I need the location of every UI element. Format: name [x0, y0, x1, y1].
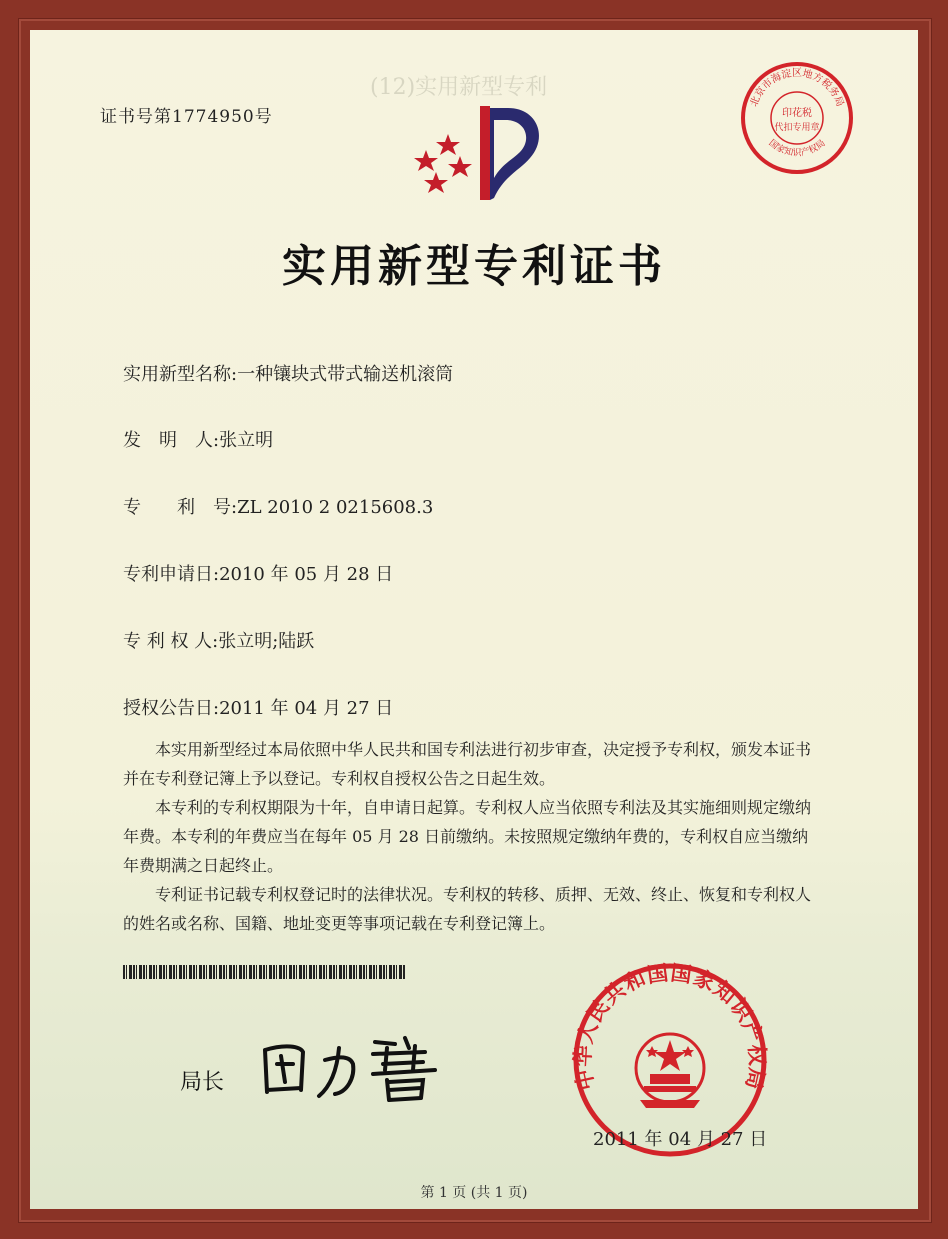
- director-signature: [255, 1030, 455, 1110]
- certificate-body: [123, 735, 823, 938]
- field-value: 2010 年 05 月 28 日: [219, 564, 394, 585]
- field-label: 实用新型名称:: [123, 364, 238, 385]
- svg-text:代扣专用章: 代扣专用章: [774, 123, 820, 133]
- svg-text:国家知识产权局: 国家知识产权局: [766, 138, 828, 159]
- barcode: [123, 965, 405, 979]
- patent-office-logo-icon: [408, 98, 548, 208]
- field-grant-date: [123, 694, 393, 720]
- field-application-date: [123, 560, 393, 586]
- field-label: 发 明 人:: [123, 430, 220, 451]
- field-value: ZL 2010 2 0215608.3: [237, 497, 434, 518]
- field-label: 专 利 权 人:: [123, 631, 219, 652]
- field-patent-number: [123, 493, 433, 519]
- page-footer: 第 1 页 (共 1 页): [420, 1185, 528, 1201]
- svg-text:北京市海淀区地方税务局: 北京市海淀区地方税务局: [748, 68, 846, 109]
- certificate-number: 证书号第1774950号: [100, 107, 273, 127]
- certificate-title: 实用新型专利证书: [282, 241, 666, 292]
- paragraph-term: 本专利的专利权期限为十年，自申请日起算。专利权人应当依照专利法及其实施细则规定缴纳年费。本专利的年费应当在每年 05 月 28 日前缴纳。未按照规定缴纳年费的，专利权自应当缴纳年费期满之日起终止。: [123, 798, 812, 875]
- tax-stamp-seal: [737, 58, 857, 178]
- field-inventor: [123, 426, 273, 452]
- director-label: 局长: [180, 1070, 225, 1095]
- svg-text:印花税: 印花税: [782, 108, 812, 119]
- field-label: 专利申请日:: [123, 564, 220, 585]
- field-value: 张立明: [219, 430, 274, 451]
- issue-date: 2011 年 04 月 27 日: [593, 1129, 768, 1150]
- paragraph-grant: 本实用新型经过本局依照中华人民共和国专利法进行初步审查，决定授予专利权，颁发本证书并在专利登记簿上予以登记。专利权自授权公告之日起生效。: [123, 740, 812, 788]
- field-value: 张立明;陆跃: [218, 631, 315, 652]
- field-patentee: [123, 627, 314, 653]
- field-value: 2011 年 04 月 27 日: [219, 698, 394, 719]
- field-label: 专 利 号:: [123, 497, 238, 518]
- certificate-paper: [30, 30, 918, 1209]
- field-value: 一种镶块式带式输送机滚筒: [237, 364, 454, 385]
- paragraph-registration: 专利证书记载专利权登记时的法律状况。专利权的转移、质押、无效、终止、恢复和专利权人的姓名或名称、国籍、地址变更等事项记载在专利登记簿上。: [123, 885, 812, 933]
- svg-text:中华人民共和国国家知识产权局: 中华人民共和国国家知识产权局: [570, 960, 770, 1093]
- faded-header: (12)实用新型专利: [370, 75, 548, 100]
- field-utility-model-name: [123, 360, 453, 386]
- field-label: 授权公告日:: [123, 698, 220, 719]
